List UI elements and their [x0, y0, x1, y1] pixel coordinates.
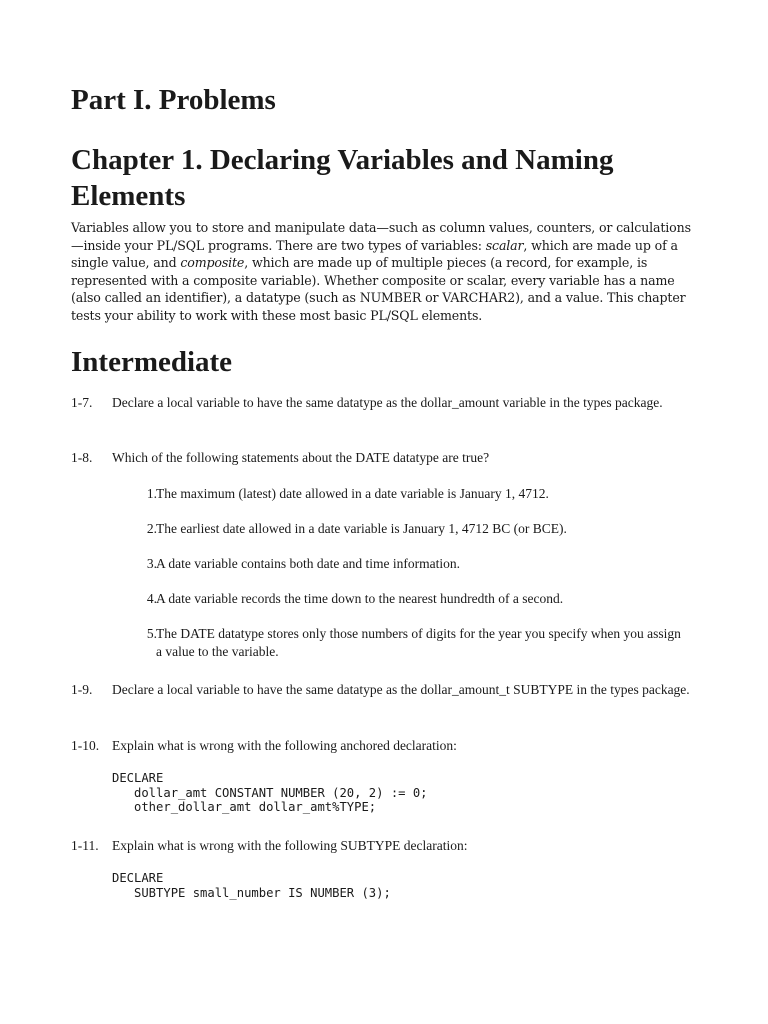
option-text: The maximum (latest) date allowed in a date variable is January 1, 4712.	[156, 486, 549, 501]
intro-emphasis-scalar: scalar	[485, 237, 524, 253]
option-number: 1.	[146, 486, 157, 501]
option-number: 5.	[146, 626, 157, 641]
intro-text: , which are made up of multiple pieces (a record, for example, is represented with a composite variable). Whether composite or scalar, every variable has a name (also called an identifier), a datatype (such as NUMBER or VARCHAR2), and a value. This chapter tests your ability to work with these most basic PL/SQL elements.	[71, 255, 686, 323]
option-item	[137, 485, 687, 503]
problem-number: 1-7.	[71, 395, 93, 410]
problem-text: Explain what is wrong with the following anchored declaration:	[112, 738, 457, 753]
option-text: The earliest date allowed in a date variable is January 1, 4712 BC (or BCE).	[156, 521, 567, 536]
option-item	[137, 590, 687, 608]
option-item	[137, 555, 687, 573]
code-block: DECLARE SUBTYPE small_number IS NUMBER (3);	[112, 871, 391, 900]
option-number: 4.	[146, 591, 157, 606]
code-block: DECLARE dollar_amt CONSTANT NUMBER (20, 2) := 0; other_dollar_amt dollar_amt%TYPE;	[112, 771, 428, 815]
option-text: The DATE datatype stores only those numbers of digits for the year you specify when you assign a value to the variable.	[156, 626, 681, 659]
problem-number: 1-10.	[71, 738, 100, 753]
problem-text: Declare a local variable to have the same datatype as the dollar_amount_t SUBTYPE in the types package.	[112, 682, 690, 697]
option-text: A date variable contains both date and time information.	[156, 556, 461, 571]
problem-1-7	[71, 394, 696, 412]
option-text: A date variable records the time down to the nearest hundredth of a second.	[156, 591, 564, 606]
problem-number: 1-11.	[71, 838, 99, 853]
problem-number: 1-8.	[71, 450, 93, 465]
part-title: Part I. Problems	[71, 84, 276, 116]
option-number: 3.	[146, 556, 157, 571]
problem-text: Which of the following statements about the DATE datatype are true?	[112, 450, 490, 465]
intro-text: , which are made up of a single value, and	[71, 237, 678, 270]
problem-1-11	[71, 837, 696, 855]
option-item	[137, 625, 687, 660]
intro-text: Variables allow you to store and manipulate data—such as column values, counters, or calculations—inside your PL/SQL programs. There are two types of variables:	[71, 220, 691, 253]
option-item	[137, 520, 687, 538]
intro-paragraph	[71, 219, 696, 324]
problem-1-8	[71, 449, 696, 467]
problem-1-10	[71, 737, 696, 755]
problem-number: 1-9.	[71, 682, 93, 697]
section-title: Intermediate	[71, 346, 233, 378]
problem-text: Declare a local variable to have the same datatype as the dollar_amount variable in the types package.	[112, 395, 663, 410]
intro-emphasis-composite: composite	[180, 255, 245, 270]
problem-1-9	[71, 681, 696, 699]
problem-text: Explain what is wrong with the following SUBTYPE declaration:	[112, 838, 468, 853]
chapter-title: Chapter 1. Declaring Variables and Naming Elements	[71, 144, 614, 212]
option-number: 2.	[146, 521, 157, 536]
